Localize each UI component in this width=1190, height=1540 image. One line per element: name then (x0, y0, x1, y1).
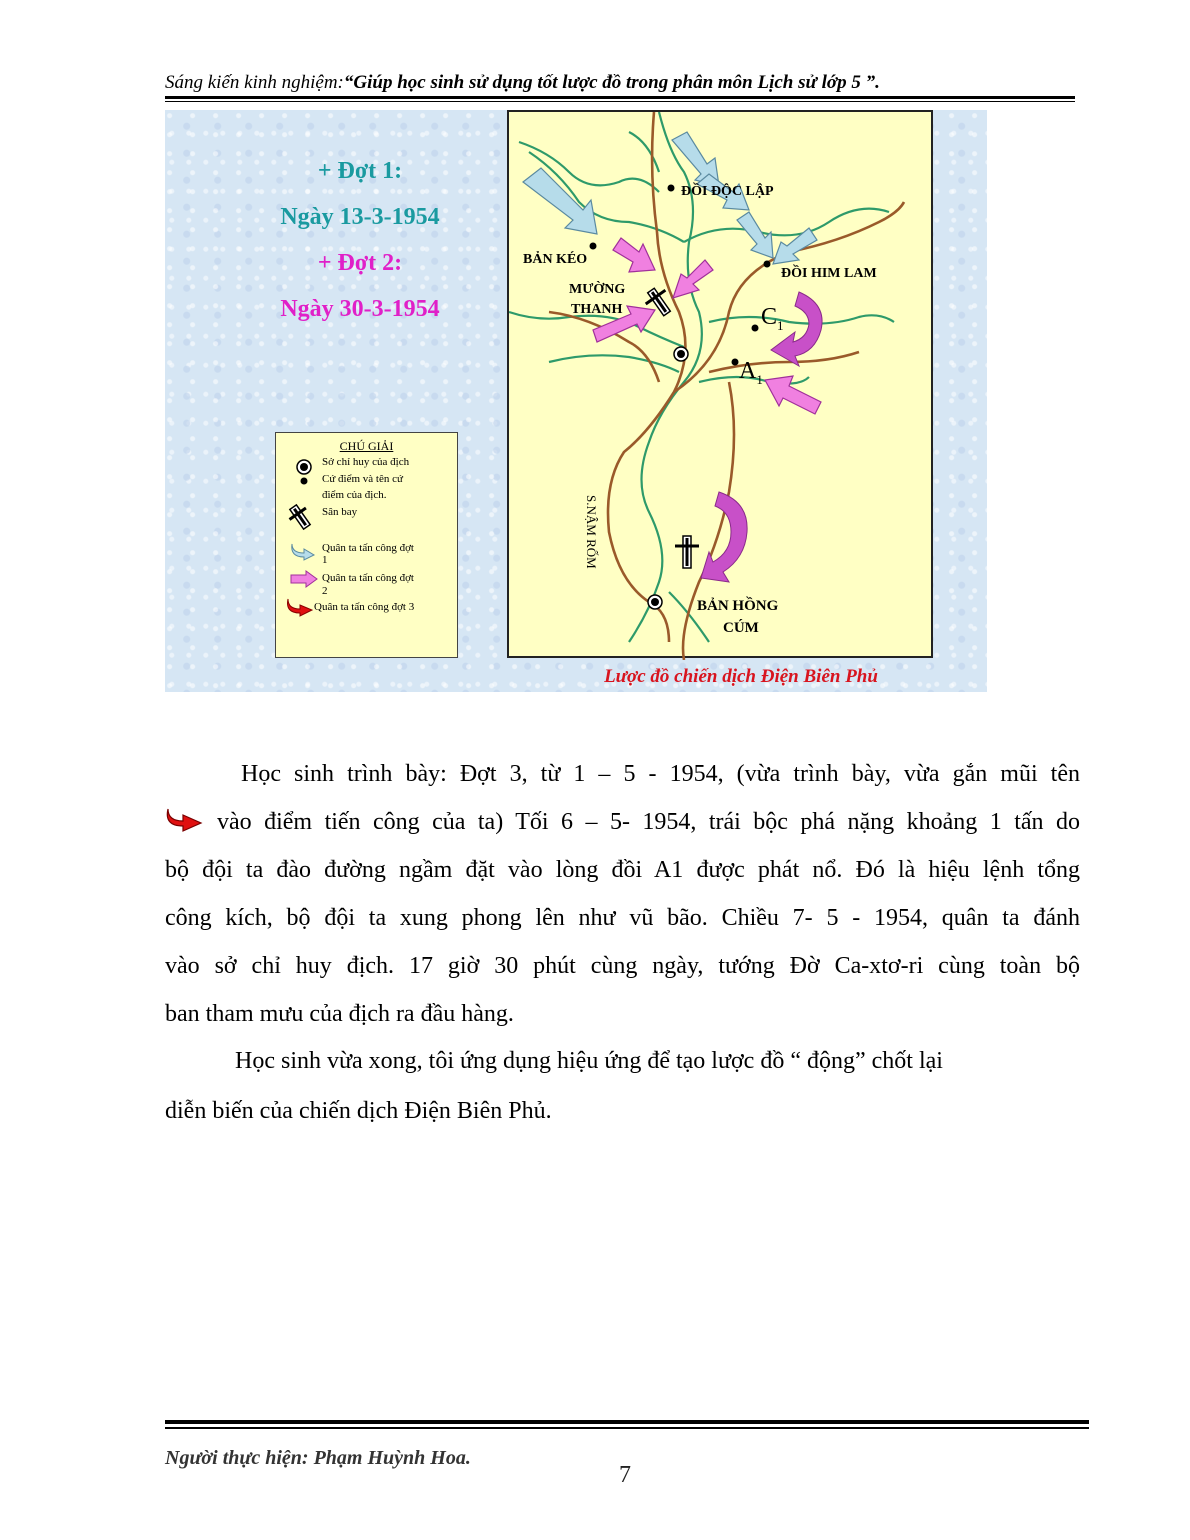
legend-attack3: Quân ta tấn công đợt 3 (314, 601, 415, 613)
label-ban-hong-cum-1: BẢN HỒNG (697, 598, 779, 614)
attack3-arrow-icon (286, 597, 316, 617)
header-rule-thin (165, 101, 1075, 102)
p1-line-6: ban tham mưu của địch ra đầu hàng. (165, 1001, 514, 1027)
footer-rule-thin (165, 1427, 1089, 1429)
label-c1-sub: 1 (777, 317, 784, 333)
road-east (674, 202, 904, 392)
hq-honcum (648, 595, 662, 609)
p1-line-2: vào điểm tiến công của ta) Tối 6 – 5- 1954, trái bộc phá nặng khoảng 1 tấn do (217, 809, 1080, 835)
label-doi-him-lam: ĐỒI HIM LAM (781, 266, 877, 281)
river-east-2 (709, 315, 894, 323)
attack2-arrow-a1 (765, 376, 821, 414)
label-muong-thanh-2: THANH (571, 302, 623, 317)
phase2-title: + Đợt 2: (317, 250, 403, 276)
paragraph-2 (165, 1036, 1080, 1136)
label-a1-sub: 1 (756, 371, 763, 387)
phase-info (225, 148, 495, 332)
label-c1-letter: C (761, 304, 778, 330)
attack2-arrow-2 (673, 260, 713, 298)
label-c1 (761, 304, 784, 334)
legend-hq: Sở chỉ huy của địch (322, 456, 410, 468)
paragraph-1 (165, 750, 1080, 1038)
label-river: S.NẬM RỐM (584, 495, 599, 569)
p1-line-4: công kích, bộ đội ta xung phong lên như vũ bão. Chiều 7- 5 - 1954, quân ta đánh (165, 905, 1080, 931)
page-header (165, 72, 1075, 94)
phase1-date: Ngày 13-3-1954 (280, 204, 440, 230)
road-main (608, 112, 685, 642)
phase2-date: Ngày 30-3-1954 (280, 296, 440, 322)
attack3-inline-arrow-icon (165, 807, 205, 833)
label-ban-keo: BẢN KÉO (523, 252, 588, 267)
map-caption: Lược đồ chiến dịch Điện Biên Phủ (604, 666, 878, 687)
label-doi-doc-lap: ĐỒI ĐỘC LẬP (681, 184, 774, 199)
attack1-arrow-himlam-1 (737, 212, 773, 258)
river-west-4 (549, 355, 679, 372)
p1-line-5: vào sở chỉ huy địch. 17 giờ 30 phút cùng ngày, tướng Đờ Ca-xtơ-ri cùng toàn bộ (165, 953, 1080, 979)
footer-author: Người thực hiện: Phạm Huỳnh Hoa. (165, 1447, 471, 1469)
page-number: 7 (619, 1462, 631, 1488)
attack2-arrow-1 (613, 238, 655, 272)
label-a1 (739, 358, 763, 388)
label-ban-hong-cum-2: CÚM (723, 620, 759, 636)
legend-title: CHÚ GIẢI (339, 439, 394, 453)
map-legend (275, 432, 458, 658)
stronghold-a1 (732, 359, 739, 366)
legend-attack2-1: Quân ta tấn công đợt (322, 572, 414, 584)
attack2-arrow-icon (290, 569, 320, 589)
river-east-1 (684, 209, 889, 242)
p1-line-3: bộ đội ta đào đường ngầm đặt vào lòng đồi A1 được phát nổ. Đó là hiệu lệnh tổng (165, 857, 1080, 883)
header-title: “Giúp học sinh sử dụng tốt lược đồ trong phân môn Lịch sử lớp 5 ”. (343, 72, 880, 93)
legend-stronghold-2: điểm của địch. (322, 489, 387, 501)
p2-line-1: Học sinh vừa xong, tôi ứng dụng hiệu ứng để tạo lược đồ “ động” chốt lại (235, 1048, 943, 1074)
stronghold-doclap (668, 185, 675, 192)
p2-line-2: diễn biến của chiến dịch Điện Biên Phủ. (165, 1098, 552, 1124)
battle-map (507, 110, 933, 658)
attack1-arrow-icon (290, 541, 320, 561)
hq-icon (294, 457, 314, 477)
airfield-honcum (675, 536, 699, 568)
p1-line-1: Học sinh trình bày: Đợt 3, từ 1 – 5 - 1954, (vừa trình bày, vừa gắn mũi tên (241, 761, 1080, 787)
attack3-arrow-honcum (701, 492, 747, 582)
header-prefix: Sáng kiến kinh nghiệm: (165, 72, 344, 93)
header-rule (165, 96, 1075, 99)
hq-muongthanh (674, 347, 688, 361)
stronghold-c1 (752, 325, 759, 332)
legend-attack2-2: 2 (322, 585, 328, 597)
legend-airfield: Sân bay (322, 506, 358, 518)
label-a1-letter: A (739, 358, 757, 384)
river-north (629, 132, 659, 172)
map-figure (165, 110, 987, 692)
legend-attack1-2: 1 (322, 554, 328, 566)
footer-rule-thick (165, 1420, 1089, 1424)
legend-attack1-1: Quân ta tấn công đợt (322, 542, 414, 554)
stronghold-icon (299, 476, 309, 486)
p1-line-2-wrap (165, 798, 1080, 846)
stronghold-himlam (764, 261, 771, 268)
phase1-title: + Đợt 1: (317, 158, 403, 184)
legend-stronghold-1: Cứ điểm và tên cứ (322, 473, 403, 485)
airfield-icon (286, 503, 314, 531)
stronghold-bankeo (590, 243, 597, 250)
label-muong-thanh-1: MƯỜNG (569, 282, 626, 297)
